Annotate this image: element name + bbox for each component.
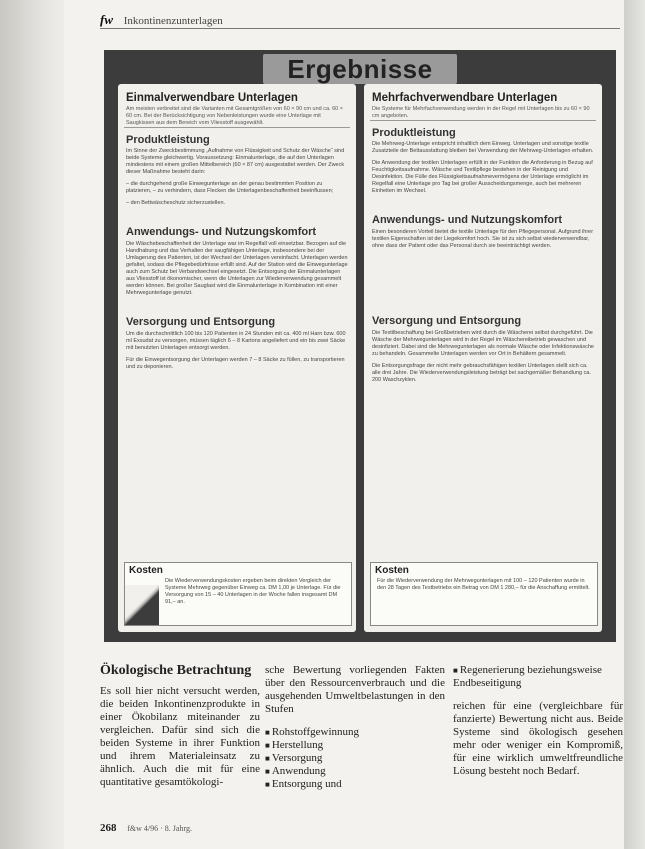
page-curl-decoration — [125, 585, 159, 625]
article-column-2 — [265, 664, 445, 791]
issue-info: f&w 4/96 · 8. Jahrg. — [127, 824, 192, 833]
cost-heading: Kosten — [129, 565, 163, 576]
journal-logo: fw — [100, 12, 113, 27]
section-text: Die Textilbeschaffung bei Großbetrieben wird durch die Wäscherei selbst durchgeführt. Die Wäsche der Mehrwegunterlagen wird in der Regel im Wäschereibetrieb gewaschen und desinfiziert. Dabei sind die Mehrwegunterlagen als normale Wäsche oder Infektionswäsche zu behandeln. Gesammelte Unterlagen werden vor Ort in Behältern gesammelt. Die Entsorgungsfrage der nicht mehr gebrauchsfähigen textilen Unterlagen stellt sich ca. alle drei Jahre. Die Wiederverwendungsleistung beträgt bei sachgemäßer Behandlung ca. 200 Waschzyklen. — [372, 330, 594, 383]
section-text: Um die durchschnittlich 100 bis 120 Patienten in 24 Stunden mit ca. 400 ml Harn bzw. 600 ml Exsudat zu versorgen, müssen täglich 6 – 8 Kartons angeliefert und ein bis zwei Säcke mit benutzten Unterlagen entsorgt werden. Für die Einwegentsorgung der Unterlagen werden 7 – 8 Säcke zu füllen, zu transportieren und zu deponieren. — [126, 331, 346, 370]
list-item: ■ Versorgung — [265, 752, 445, 765]
section-heading: Versorgung und Entsorgung — [126, 316, 276, 328]
list-item: ■ Herstellung — [265, 739, 445, 752]
article-paragraph: sche Bewertung vorliegenden Fakten über den Ressourcenverbrauch und die ausgehenden Umweltbelastungen in den Stufen — [265, 664, 445, 715]
article-column-3 — [453, 664, 623, 778]
cost-box — [124, 562, 352, 626]
page-number: 268 — [100, 822, 117, 834]
card-title: Mehrfachverwendbare Unterlagen — [372, 92, 558, 104]
results-panel — [104, 50, 616, 642]
cost-heading: Kosten — [375, 565, 409, 576]
section-heading: Versorgung und Entsorgung — [372, 315, 522, 327]
stage-list — [265, 726, 445, 791]
section-text: Die Mehrweg-Unterlage entspricht inhaltlich dem Einweg. Unterlagen und sonstige textile Zusatzteile der Bettausstattung bleiben bei Verwendung der Mehrweg-Unterlagen erhalten. Die Anwendung der textilen Unterlagen erfüllt in der Funktion die Anforderung in Bezug auf Feuchtigkeitsaufnahme. Wäsche und Textilpflege bestehen in der Reinigung und Desinfektion. Die Fülle des Flüssigkeitsaufnahmevermögens der Unterlage ermöglicht im Regelfall eine Unterlage pro Tag bei großer Ausscheidungsmenge, auch bei mehreren Einheiten im Wechsel. — [372, 141, 594, 194]
article-column-1 — [100, 664, 260, 789]
cost-text: Die Wiederverwendungskosten ergeben beim direkten Vergleich der Systeme Mehrweg gegenüber Einweg ca. DM 1,00 je Unterlage. Für die Versorgung von 15 – 40 Unterlagen in der Woche fallen insgesamt DM 91,– an. — [165, 578, 341, 605]
section-heading: Anwendungs- und Nutzungskomfort — [372, 214, 563, 226]
cost-box — [370, 562, 598, 626]
section-text: Im Sinne der Zweckbestimmung „Aufnahme von Flüssigkeit und Schutz der Wäsche“ sind beide Systeme gleichwertig. Voraussetzung: Einmalunterlage, die auf den Unterlagen mindestens mit einem großen Mittelbereich (60 × 87 cm) ausgestattet werden. Der Zweck dieser Maßnahme besteht darin: – die durchgehend große Einwegunterlage an der genau bestimmten Position zu platzieren, – zu verhindern, dass Flecken die Unterlagenbeschaffenheit beeinflussen; – den Bettwäscheschutz sicherzustellen. — [126, 148, 345, 206]
list-item: ■ Entsorgung und — [265, 778, 445, 791]
section-heading: Produktleistung — [370, 120, 596, 141]
header-rule — [100, 28, 620, 29]
article-paragraph: reichen für eine (vergleichbare für fanzierte) Bewertung nicht aus. Beide Systeme sind ökologisch gesehen mehr oder weniger ein Kompromiß, für eine wirklich umweltfreundliche Lösung besteht noch Bedarf. — [453, 700, 623, 777]
list-item: ■ Regenerierung beziehungsweise Endbeseitigung — [453, 664, 623, 690]
page-edge — [624, 0, 645, 849]
page-footer — [100, 822, 192, 834]
book-spine — [0, 0, 64, 849]
list-item: ■ Anwendung — [265, 765, 445, 778]
card-multi-use — [364, 84, 602, 632]
article-heading: Ökologische Betrachtung — [100, 663, 252, 678]
list-item: ■ Rohstoffgewinnung — [265, 726, 445, 739]
running-head-title: Inkontinenzunterlagen — [123, 15, 223, 27]
card-subtitle: Am meisten verbreitet sind die Varianten mit Gesamtgrößen von 60 × 90 cm und ca. 60 × 60 cm. Bei der Berücksichtigung von Nebenleistungen wurde eine Unterlage mit Saugkissen aus dem Bereich vom Vliesstoff ausgewählt. — [126, 106, 343, 126]
section-heading: Anwendungs- und Nutzungskomfort — [126, 226, 317, 238]
section-heading: Produktleistung — [124, 127, 350, 148]
section-text: Einen besonderen Vorteil bietet die textile Unterlage für den Pflegepersonal. Aufgrund ihrer textilen Eigenschaften ist der Liegekomfort hoch. Sie ist zu sich selbst wiederverwendbar, ohne dass der Patient oder das Personal durch sie beeinträchtigt werden. — [372, 229, 594, 249]
section-text: Die Wäschebeschaffenheit der Unterlage war im Regelfall voll einsetzbar. Bezogen auf die Handhabung und das Verhalten der saugfähigen Unterlage, insbesondere bei der Umlagerung des Patienten, ist der Wechsel der Unterlagen vereinfacht. Unterlagen werden gefaltet, sodass die Pflegebedürfnisse erfüllt sind. Auf der Station wird die Einwegunterlage auch zum Schutz bei Verbandwechsel eingesetzt. Die Entsorgung der Einmalunterlagen aus Vliesstoff ist ökonomischer, wenn die Unterlagen zur Wiederverwendung gesammelt werden können. Bei großer Sauglast wird die Einmalunterlage in Kombination mit einer Mehrwegunterlage genutzt. — [126, 241, 348, 296]
article-paragraph: Es soll hier nicht versucht werden, die beiden Inkontinenzprodukte in einer Ökobilanz miteinander zu vergleichen. Dafür sind sich die beiden Systeme in ihrer Funktion und ihrem Materialeinsatz zu ähnlich. Auch die mit für eine quantitative gesamtökologi- — [100, 685, 260, 788]
running-head — [100, 12, 223, 28]
card-single-use — [118, 84, 356, 632]
card-title: Einmalverwendbare Unterlagen — [126, 92, 298, 104]
cost-text: Für die Wiederverwendung der Mehrwegunterlagen mit 100 – 120 Patienten wurde in den 28 Tagen des Testbetriebs ein Betrag von DM 1 280,– für die Anschaffung ermittelt. — [377, 578, 590, 591]
stage-list — [453, 664, 623, 690]
card-subtitle: Die Systeme für Mehrfachverwendung werden in der Regel mit Unterlagen bis zu 60 × 90 cm angeboten. — [372, 106, 590, 119]
results-banner: Ergebnisse — [104, 54, 616, 85]
